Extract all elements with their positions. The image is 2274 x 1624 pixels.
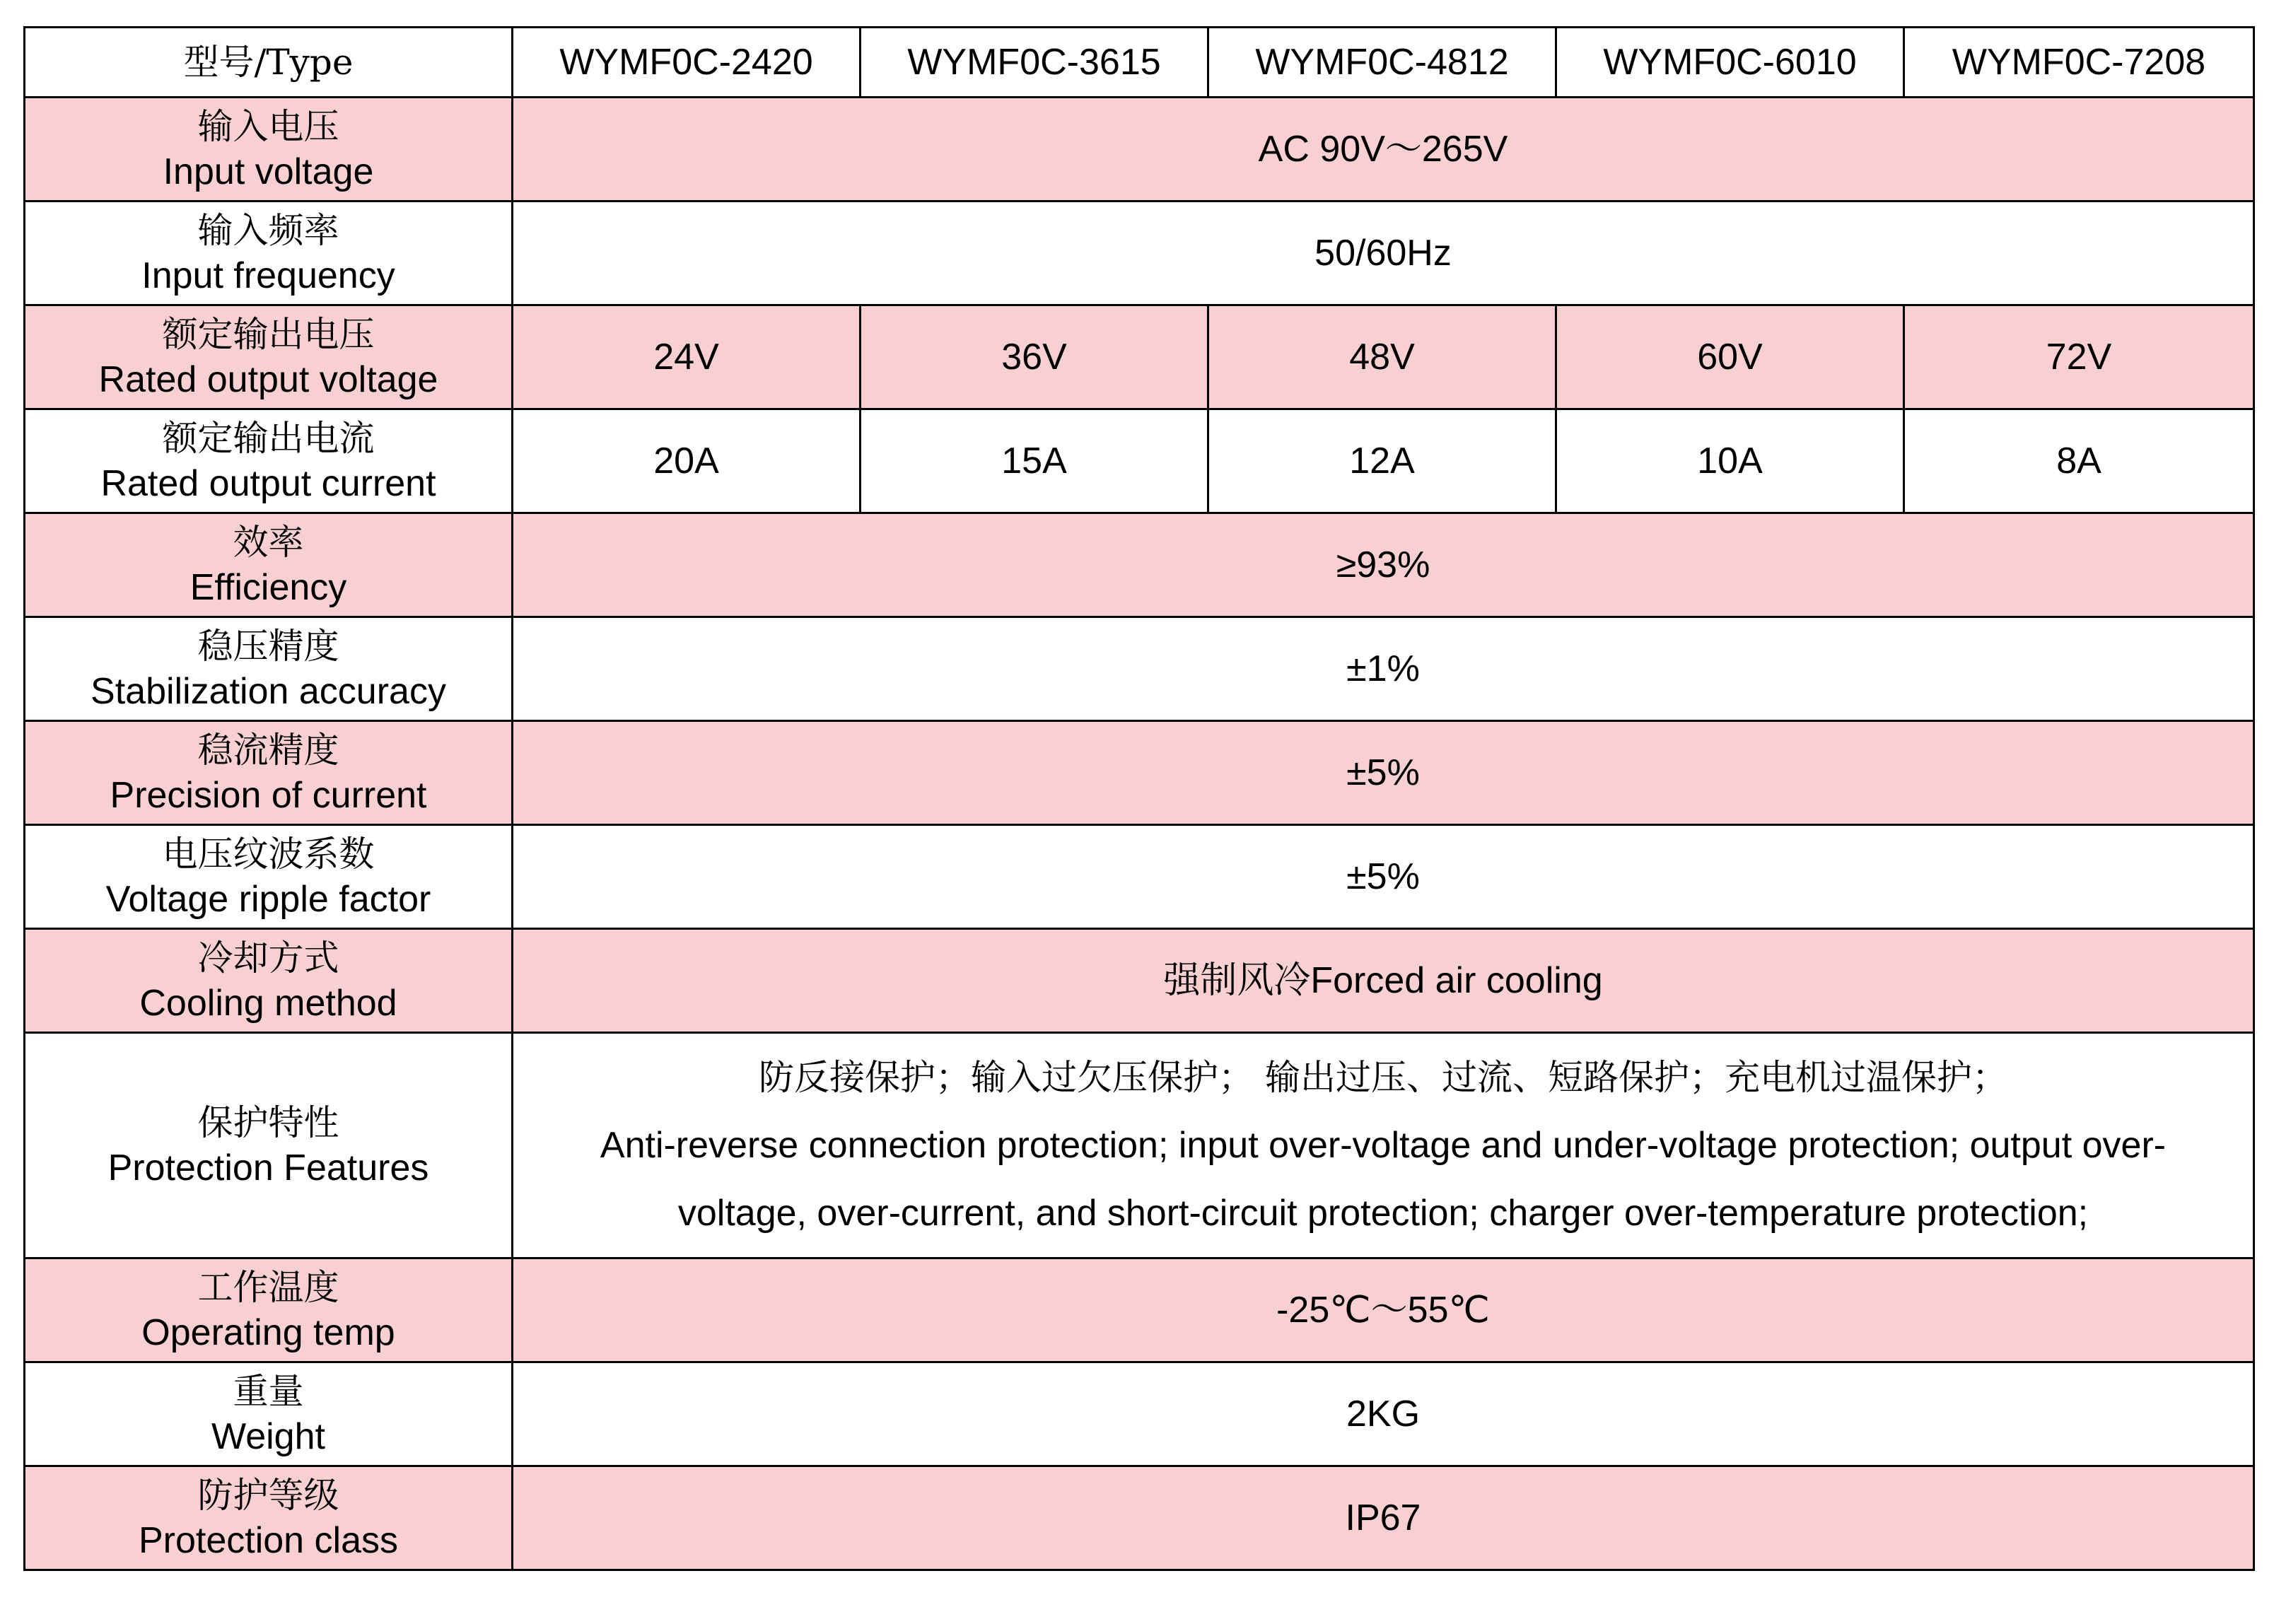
current-cell-4: 10A bbox=[1556, 409, 1904, 513]
voltage-cell-5: 72V bbox=[1904, 305, 2254, 409]
model-cell-4: WYMF0C-6010 bbox=[1556, 28, 1904, 98]
row-input-frequency bbox=[25, 201, 2254, 305]
label-en: Voltage ripple factor bbox=[105, 879, 431, 920]
row-cooling-method bbox=[25, 929, 2254, 1033]
row-operating-temp bbox=[25, 1258, 2254, 1362]
label-zh: 稳压精度 bbox=[197, 626, 339, 667]
row-input-voltage bbox=[25, 98, 2254, 201]
model-cell-5: WYMF0C-7208 bbox=[1904, 28, 2254, 98]
model-cell-1: WYMF0C-2420 bbox=[513, 28, 861, 98]
label-rated-output-voltage bbox=[25, 305, 513, 409]
voltage-cell-1: 24V bbox=[513, 305, 861, 409]
row-rated-output-current bbox=[25, 409, 2254, 513]
label-en: Precision of current bbox=[110, 775, 427, 816]
label-input-frequency bbox=[25, 201, 513, 305]
label-zh: 效率 bbox=[233, 522, 304, 563]
label-zh: 重量 bbox=[233, 1371, 304, 1412]
voltage-cell-3: 48V bbox=[1208, 305, 1556, 409]
label-zh: 电压纹波系数 bbox=[162, 834, 375, 875]
label-operating-temp bbox=[25, 1258, 513, 1362]
model-cell-3: WYMF0C-4812 bbox=[1208, 28, 1556, 98]
row-voltage-ripple-factor bbox=[25, 825, 2254, 929]
label-efficiency bbox=[25, 513, 513, 617]
label-voltage-ripple-factor bbox=[25, 825, 513, 929]
label-zh: 额定输出电流 bbox=[162, 418, 375, 459]
label-zh: 保护特性 bbox=[197, 1102, 339, 1143]
label-zh: 冷却方式 bbox=[197, 937, 339, 979]
label-en: Operating temp bbox=[141, 1312, 395, 1353]
label-zh: 输入频率 bbox=[197, 210, 339, 251]
label-zh: 额定输出电压 bbox=[162, 314, 375, 355]
value-protection-features bbox=[513, 1033, 2254, 1258]
label-en: Rated output current bbox=[100, 463, 436, 504]
label-cooling-method bbox=[25, 929, 513, 1033]
label-protection-class bbox=[25, 1466, 513, 1570]
value-voltage-ripple-factor: ±5% bbox=[513, 825, 2254, 929]
type-label-cell bbox=[25, 28, 513, 98]
label-en: Cooling method bbox=[139, 983, 397, 1024]
spec-table bbox=[23, 26, 2255, 1571]
label-en: Input voltage bbox=[163, 151, 374, 192]
value-operating-temp: -25℃～55℃ bbox=[513, 1258, 2254, 1362]
value-precision-of-current: ±5% bbox=[513, 721, 2254, 825]
label-en: Stabilization accuracy bbox=[91, 671, 446, 712]
protection-features-en: Anti-reverse connection protection; input over-voltage and under-voltage protection; output over-voltage, over-current, and short-circuit protection; charger over-temperature protection; bbox=[600, 1125, 2167, 1234]
row-precision-of-current bbox=[25, 721, 2254, 825]
current-cell-2: 15A bbox=[861, 409, 1208, 513]
label-zh: 输入电压 bbox=[197, 106, 339, 147]
model-cell-2: WYMF0C-3615 bbox=[861, 28, 1208, 98]
label-en: Rated output voltage bbox=[98, 359, 438, 400]
label-zh: 工作温度 bbox=[197, 1267, 339, 1308]
label-en: Protection class bbox=[138, 1520, 399, 1561]
label-en: Protection Features bbox=[107, 1147, 429, 1188]
row-protection-class bbox=[25, 1466, 2254, 1570]
current-cell-5: 8A bbox=[1904, 409, 2254, 513]
value-input-voltage: AC 90V～265V bbox=[513, 98, 2254, 201]
current-cell-3: 12A bbox=[1208, 409, 1556, 513]
row-rated-output-voltage bbox=[25, 305, 2254, 409]
header-row bbox=[25, 28, 2254, 98]
label-zh: 稳流精度 bbox=[197, 730, 339, 771]
label-input-voltage bbox=[25, 98, 513, 201]
voltage-cell-2: 36V bbox=[861, 305, 1208, 409]
value-cooling-method: 强制风冷Forced air cooling bbox=[513, 929, 2254, 1033]
type-label: 型号/Type bbox=[183, 42, 354, 83]
value-protection-class: IP67 bbox=[513, 1466, 2254, 1570]
label-protection-features bbox=[25, 1033, 513, 1258]
row-weight bbox=[25, 1362, 2254, 1466]
value-weight: 2KG bbox=[513, 1362, 2254, 1466]
label-zh: 防护等级 bbox=[197, 1475, 339, 1516]
label-en: Input frequency bbox=[141, 255, 395, 296]
current-cell-1: 20A bbox=[513, 409, 861, 513]
label-en: Efficiency bbox=[190, 567, 347, 608]
value-efficiency: ≥93% bbox=[513, 513, 2254, 617]
protection-features-zh: 防反接保护；输入过欠压保护； 输出过压、过流、短路保护；充电机过温保护； bbox=[759, 1057, 2007, 1098]
row-stabilization-accuracy bbox=[25, 617, 2254, 721]
value-input-frequency: 50/60Hz bbox=[513, 201, 2254, 305]
label-precision-of-current bbox=[25, 721, 513, 825]
voltage-cell-4: 60V bbox=[1556, 305, 1904, 409]
row-efficiency bbox=[25, 513, 2254, 617]
value-stabilization-accuracy: ±1% bbox=[513, 617, 2254, 721]
label-rated-output-current bbox=[25, 409, 513, 513]
label-stabilization-accuracy bbox=[25, 617, 513, 721]
label-en: Weight bbox=[211, 1416, 325, 1457]
row-protection-features bbox=[25, 1033, 2254, 1258]
label-weight bbox=[25, 1362, 513, 1466]
